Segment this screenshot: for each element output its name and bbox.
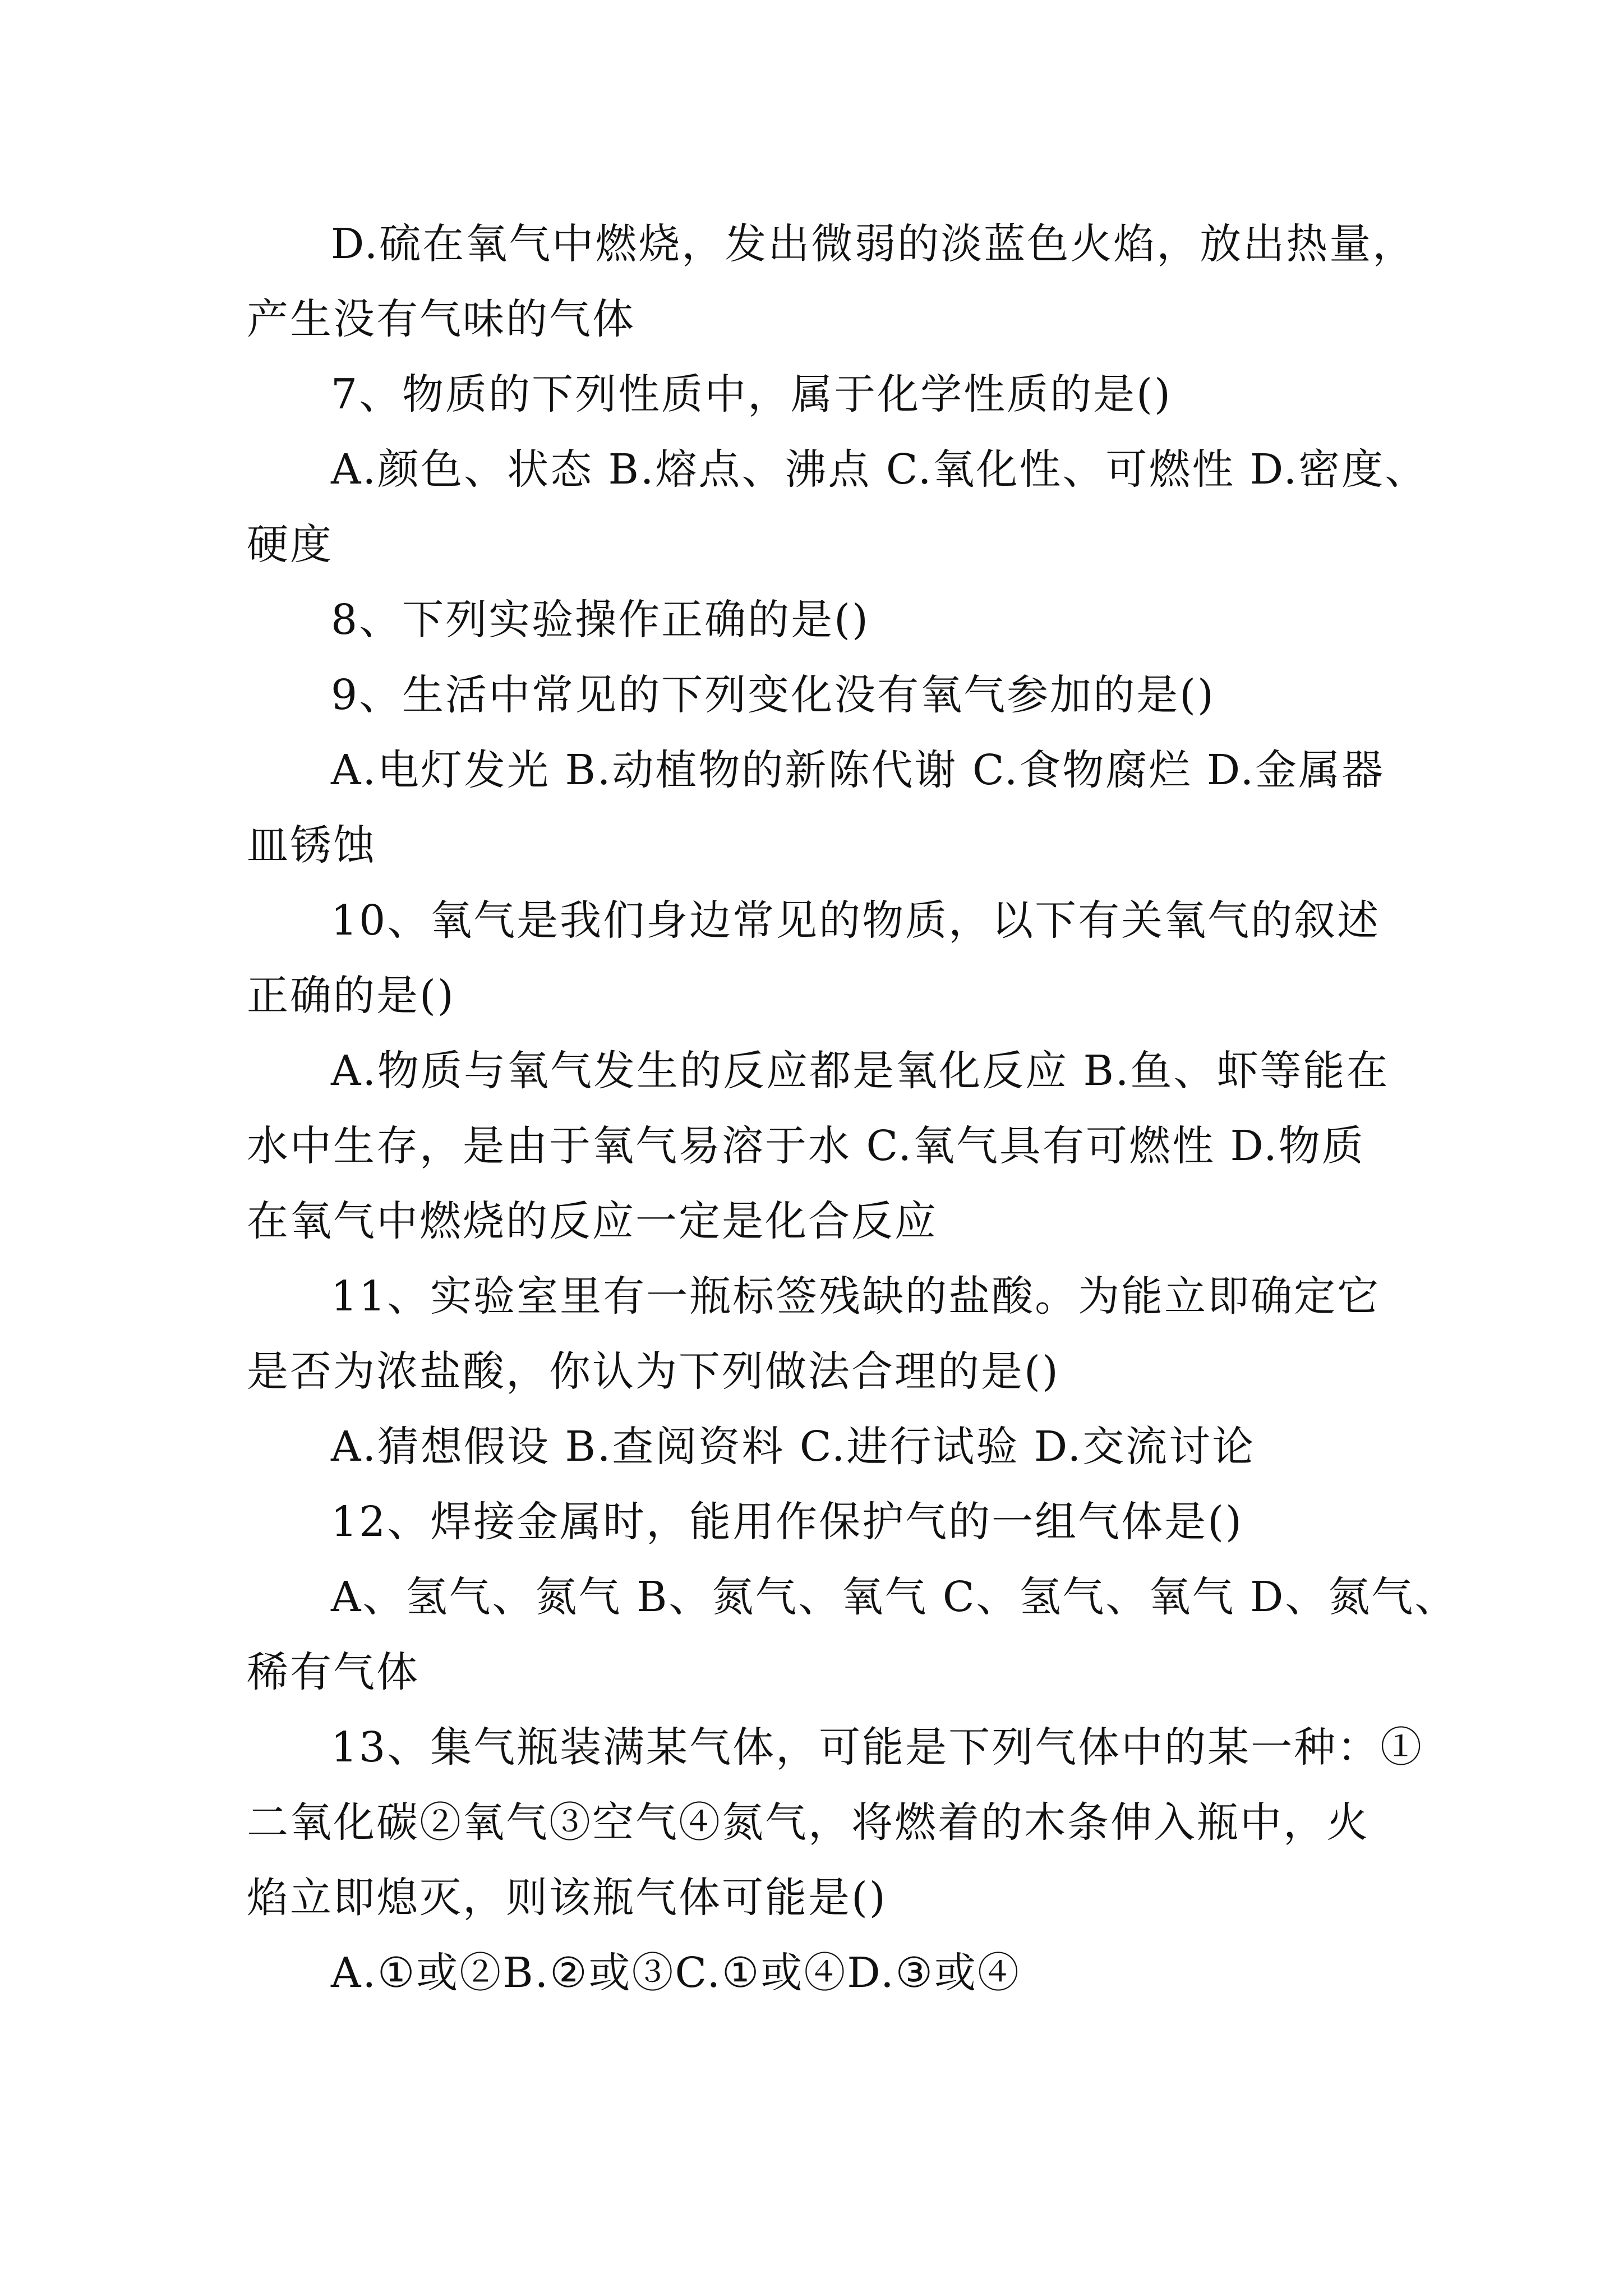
question-13: 13、集气瓶装满某气体，可能是下列气体中的某一种：①: [331, 1723, 1424, 1772]
text-line: A.猜想假设 B.查阅资料 C.进行试验 D.交流讨论: [331, 1423, 1256, 1471]
question-11: 11、实验室里有一瓶标签残缺的盐酸。为能立即确定它: [331, 1272, 1381, 1320]
text-line: A、氢气、氮气 B、氮气、氧气 C、氢气、氧气 D、氮气、: [331, 1573, 1458, 1621]
text-line: A.电灯发光 B.动植物的新陈代谢 C.食物腐烂 D.金属器: [331, 746, 1385, 794]
question-12: 12、焊接金属时，能用作保护气的一组气体是(): [331, 1498, 1243, 1546]
text-line: 是否为浓盐酸，你认为下列做法合理的是(): [247, 1347, 1060, 1396]
text-line: A.颜色、状态 B.熔点、沸点 C.氧化性、可燃性 D.密度、: [331, 445, 1428, 494]
text-line: 硬度: [247, 521, 333, 569]
text-line: 在氧气中燃烧的反应一定是化合反应: [247, 1197, 938, 1245]
text-line: 正确的是(): [247, 972, 455, 1020]
question-9: 9、生活中常见的下列变化没有氧气参加的是(): [331, 671, 1215, 719]
text-line: A.物质与氧气发生的反应都是氧化反应 B.鱼、虾等能在: [331, 1047, 1390, 1095]
question-10: 10、氧气是我们身边常见的物质，以下有关氧气的叙述: [331, 896, 1381, 945]
text-line: 二氧化碳②氧气③空气④氮气，将燃着的木条伸入瓶中，火: [247, 1798, 1370, 1847]
text-line: 水中生存，是由于氧气易溶于水 C.氧气具有可燃性 D.物质: [247, 1122, 1365, 1170]
text-line: 稀有气体: [247, 1648, 419, 1696]
text-line: 产生没有气味的气体: [247, 295, 635, 343]
text-line: 焰立即熄灭，则该瓶气体可能是(): [247, 1874, 887, 1922]
text-line: A.①或②B.②或③C.①或④D.③或④: [331, 1949, 1021, 1997]
question-7: 7、物质的下列性质中，属于化学性质的是(): [331, 370, 1172, 418]
text-line: D.硫在氧气中燃烧，发出微弱的淡蓝色火焰，放出热量，: [331, 220, 1416, 268]
question-8: 8、下列实验操作正确的是(): [331, 596, 870, 644]
text-line: 皿锈蚀: [247, 821, 376, 869]
